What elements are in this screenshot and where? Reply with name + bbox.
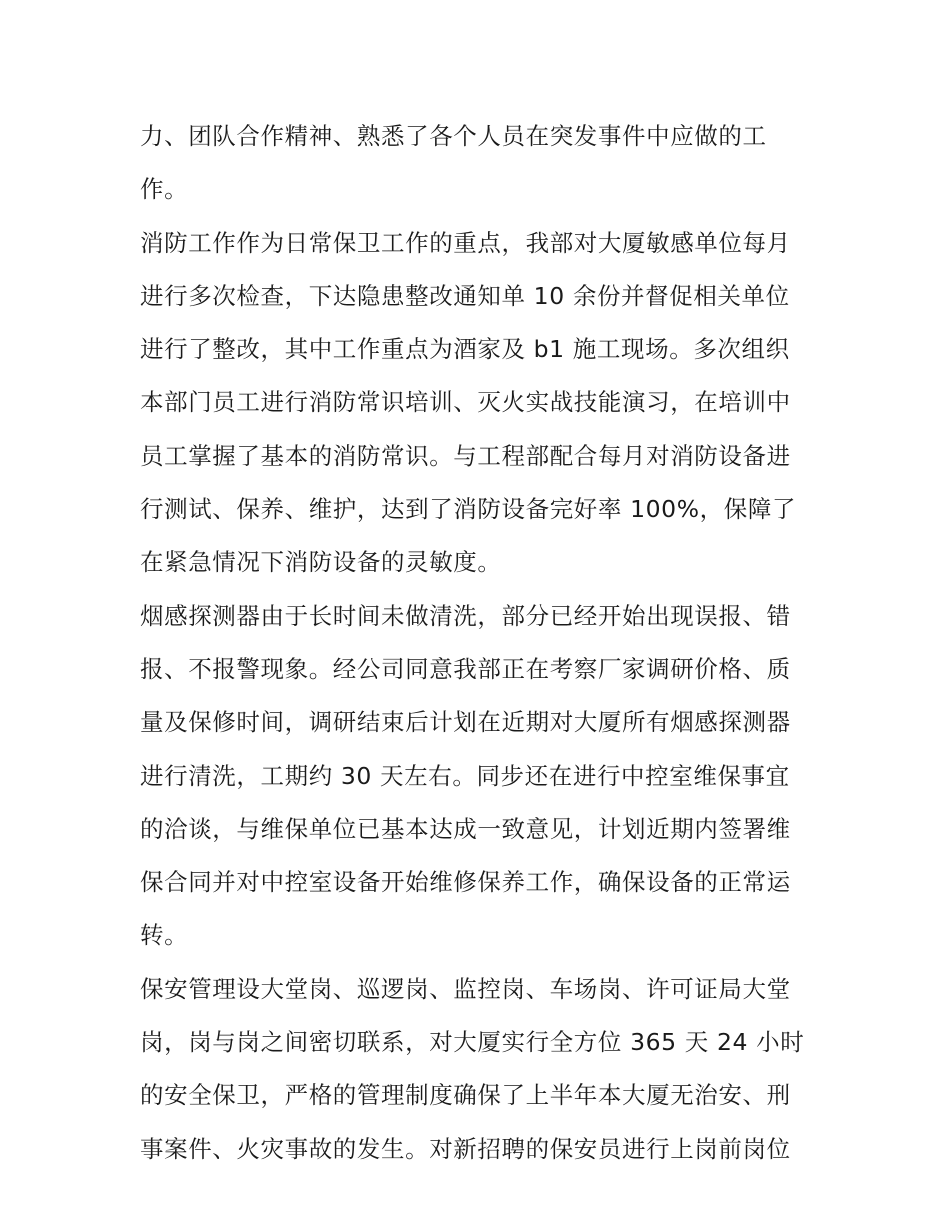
text-line: 在紧急情况下消防设备的灵敏度。	[140, 548, 502, 577]
text-line: 进行多次检查，下达隐患整改通知单 10 余份并督促相关单位	[140, 281, 790, 310]
document-body	[140, 110, 820, 1176]
text-line: 量及保修时间，调研结束后计划在近期对大厦所有烟感探测器	[140, 708, 791, 737]
text-line: 烟感探测器由于长时间未做清洗，部分已经开始出现误报、错	[140, 601, 791, 630]
text-line: 保合同并对中控室设备开始维修保养工作，确保设备的正常运	[140, 868, 791, 897]
text-line: 岗，岗与岗之间密切联系，对大厦实行全方位 365 天 24 小时	[140, 1028, 805, 1057]
text-line: 的洽谈，与维保单位已基本达成一致意见，计划近期内签署维	[140, 814, 791, 843]
text-line: 报、不报警现象。经公司同意我部正在考察厂家调研价格、质	[140, 654, 791, 683]
text-line: 行测试、保养、维护，达到了消防设备完好率 100%，保障了	[140, 495, 797, 524]
text-line: 事案件、火灾事故的发生。对新招聘的保安员进行上岗前岗位	[140, 1134, 791, 1163]
text-line: 消防工作作为日常保卫工作的重点，我部对大厦敏感单位每月	[140, 228, 791, 257]
text-line: 作。	[140, 175, 189, 204]
text-line: 员工掌握了基本的消防常识。与工程部配合每月对消防设备进	[140, 441, 791, 470]
text-line: 进行清洗，工期约 30 天左右。同步还在进行中控室维保事宜	[140, 761, 790, 790]
text-line: 转。	[140, 921, 189, 950]
text-line: 的安全保卫，严格的管理制度确保了上半年本大厦无治安、刑	[140, 1081, 791, 1110]
text-line: 力、团队合作精神、熟悉了各个人员在突发事件中应做的工	[140, 122, 767, 150]
text-line: 本部门员工进行消防常识培训、灭火实战技能演习，在培训中	[140, 388, 791, 417]
text-line: 保安管理设大堂岗、巡逻岗、监控岗、车场岗、许可证局大堂	[140, 974, 791, 1003]
text-line: 进行了整改，其中工作重点为酒家及 b1 施工现场。多次组织	[140, 335, 790, 364]
